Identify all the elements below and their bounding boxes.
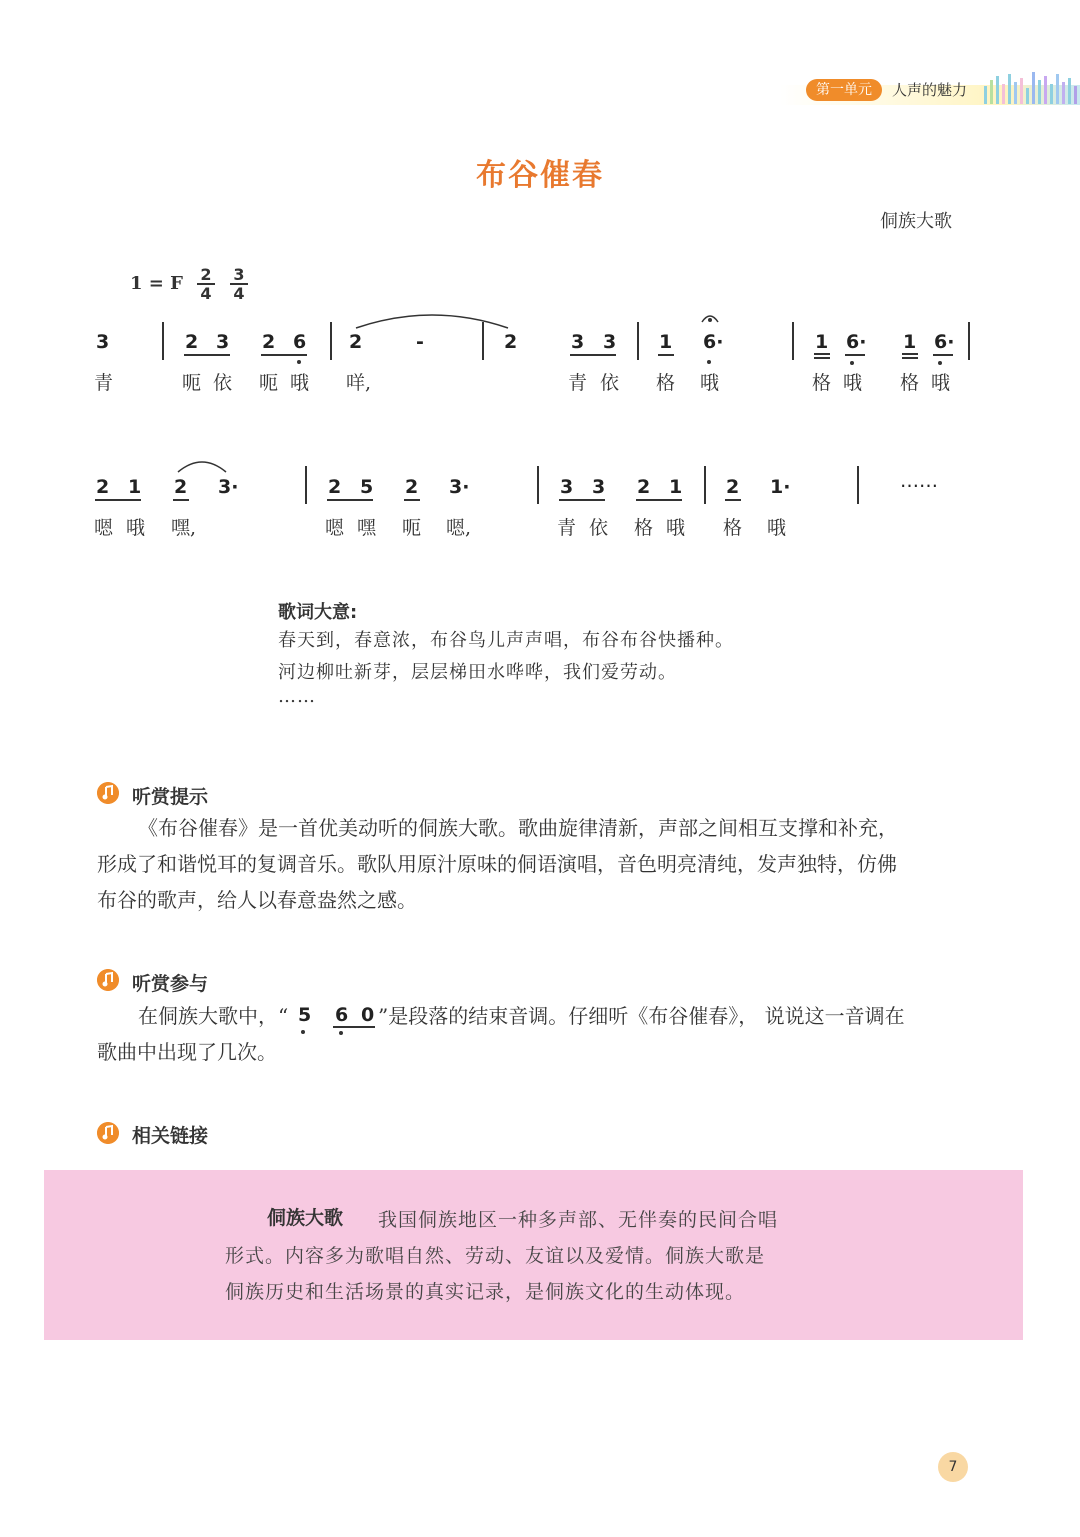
note: 6· — [846, 331, 867, 353]
time-signature — [197, 266, 215, 302]
link-text-line: 形式。内容多为歌唱自然、劳动、友谊以及爱情。侗族大歌是 — [225, 1245, 766, 1267]
fermata-icon — [700, 312, 720, 324]
note: 3 — [592, 476, 606, 498]
paragraph-line: 布谷的歌声，给人以春意盎然之感。 — [97, 888, 417, 912]
bar-line — [330, 322, 332, 360]
bar-line — [704, 466, 706, 504]
bar-line — [857, 466, 859, 504]
lyric: 嘿, — [171, 517, 197, 539]
note: 3· — [449, 476, 470, 498]
section-heading: 相关链接 — [132, 1125, 209, 1147]
octave-dot — [707, 360, 711, 364]
note: 2 — [96, 476, 110, 498]
note: 1 — [669, 476, 683, 498]
ts-numerator: 2 — [197, 266, 215, 285]
section-heading: 听赏提示 — [132, 786, 209, 808]
note: 1 — [815, 331, 829, 353]
lyric: 格 — [723, 517, 743, 539]
beam — [327, 499, 373, 501]
note: 1 — [659, 331, 673, 353]
bar-line — [162, 322, 164, 360]
link-text-line: 我国侗族地区一种多声部、无伴奏的民间合唱 — [378, 1209, 779, 1231]
lyric: 嗯 — [94, 517, 114, 539]
lyric: 依 — [600, 372, 620, 394]
section-heading: 听赏参与 — [132, 973, 209, 995]
ts-denominator: 4 — [200, 284, 212, 303]
paragraph-text: 在侗族大歌中，“ — [138, 1004, 289, 1028]
note: 6· — [703, 331, 724, 353]
beam — [902, 357, 918, 359]
octave-dot — [297, 360, 301, 364]
key-signature: 1 = F — [130, 273, 183, 294]
bar-line — [482, 322, 484, 360]
tie-arc — [352, 308, 512, 330]
lyric: 哦 — [666, 517, 686, 539]
lyric: 哦 — [700, 372, 720, 394]
beam — [570, 354, 616, 356]
beam — [814, 357, 830, 359]
octave-dot — [938, 361, 942, 365]
lyric: 呃 — [182, 372, 202, 394]
beam — [184, 354, 230, 356]
note: 3 — [603, 331, 617, 353]
note: 5 — [360, 476, 374, 498]
bar-line — [537, 466, 539, 504]
lyric: 哦 — [767, 517, 787, 539]
note: 2 — [405, 476, 419, 498]
beam — [95, 499, 141, 501]
lyric: 依 — [589, 517, 609, 539]
lyrics-meaning-line: 春天到，春意浓，布谷鸟儿声声唱，布谷布谷快播种。 — [278, 630, 734, 651]
beam — [636, 499, 682, 501]
lyric: 哦 — [931, 372, 951, 394]
link-text-line: 侗族历史和生活场景的真实记录，是侗族文化的生动体现。 — [225, 1281, 746, 1303]
lyric: 咩, — [346, 372, 372, 394]
lyrics-meaning-line: 河边柳吐新芽，层层梯田水哗哗，我们爱劳动。 — [278, 662, 677, 683]
note: 3· — [218, 476, 239, 498]
note: 2 — [637, 476, 651, 498]
song-genre: 侗族大歌 — [880, 211, 952, 232]
lyric: 格 — [656, 372, 676, 394]
ts-denominator: 4 — [233, 284, 245, 303]
note: 2 — [328, 476, 342, 498]
paragraph-line: 形成了和谐悦耳的复调音乐。歌队用原汁原味的侗语演唱，音色明亮清纯，发声独特，仿佛 — [97, 852, 897, 876]
lyric: 哦 — [126, 517, 146, 539]
note: 2 — [174, 476, 188, 498]
link-term: 侗族大歌 — [267, 1207, 344, 1229]
octave-dot — [850, 361, 854, 365]
beam — [333, 1026, 375, 1028]
song-title: 布谷催春 — [476, 158, 604, 193]
beam — [845, 354, 865, 356]
note: 2 — [185, 331, 199, 353]
lyric: 呃 — [259, 372, 279, 394]
lyrics-meaning-heading: 歌词大意: — [278, 602, 358, 623]
bar-line — [305, 466, 307, 504]
tie-arc — [174, 456, 230, 474]
paragraph-text: ”是段落的结束音调。仔细听《布谷催春》， 说说这一音调在 — [378, 1004, 905, 1028]
beam — [173, 499, 189, 501]
unit-badge: 第一单元 — [806, 79, 882, 101]
note: 1· — [770, 476, 791, 498]
lyric: 青 — [557, 517, 577, 539]
beam — [902, 353, 918, 355]
lyric: 哦 — [843, 372, 863, 394]
notation-note: 0 — [361, 1004, 375, 1026]
beam — [559, 499, 605, 501]
chapter-title: 人声的魅力 — [892, 81, 968, 99]
note: 2 — [262, 331, 276, 353]
notation-note: 5 — [298, 1004, 312, 1026]
music-note-icon — [97, 782, 119, 804]
page-number: 7 — [938, 1452, 968, 1482]
note: 2 — [349, 331, 363, 353]
music-note-icon — [97, 1122, 119, 1144]
ts-numerator: 3 — [230, 266, 248, 285]
note: 1 — [128, 476, 142, 498]
lyric: 呃 — [402, 517, 422, 539]
lyric: 嗯, — [446, 517, 472, 539]
continuation: …… — [900, 470, 938, 492]
lyric: 依 — [213, 372, 233, 394]
bar-line — [792, 322, 794, 360]
note: 1 — [903, 331, 917, 353]
lyric: 嗯 — [325, 517, 345, 539]
beam — [725, 499, 741, 501]
lyric: 青 — [568, 372, 588, 394]
paragraph-line: 歌曲中出现了几次。 — [97, 1040, 277, 1064]
note: 2 — [504, 331, 518, 353]
beam — [404, 499, 420, 501]
notation-note: 6 — [335, 1004, 349, 1026]
lyric: 嘿 — [357, 517, 377, 539]
note: 3 — [216, 331, 230, 353]
paragraph-line: 《布谷催春》是一首优美动听的侗族大歌。歌曲旋律清新，声部之间相互支撑和补充， — [138, 816, 898, 840]
bar-line — [968, 322, 970, 360]
dash: - — [416, 331, 424, 353]
lyric: 格 — [812, 372, 832, 394]
beam — [814, 353, 830, 355]
lyric: 格 — [900, 372, 920, 394]
note: 6· — [934, 331, 955, 353]
equalizer-decoration — [980, 70, 1080, 104]
time-signature — [230, 266, 248, 302]
lyrics-meaning-line: …… — [278, 686, 316, 707]
bar-line — [637, 322, 639, 360]
beam — [261, 354, 307, 356]
note: 2 — [726, 476, 740, 498]
note: 3 — [96, 331, 110, 353]
lyric: 哦 — [290, 372, 310, 394]
beam — [658, 354, 674, 356]
beam — [933, 354, 953, 356]
note: 6 — [293, 331, 307, 353]
music-note-icon — [97, 969, 119, 991]
note: 3 — [560, 476, 574, 498]
note: 3 — [571, 331, 585, 353]
lyric: 青 — [94, 372, 114, 394]
lyric: 格 — [634, 517, 654, 539]
